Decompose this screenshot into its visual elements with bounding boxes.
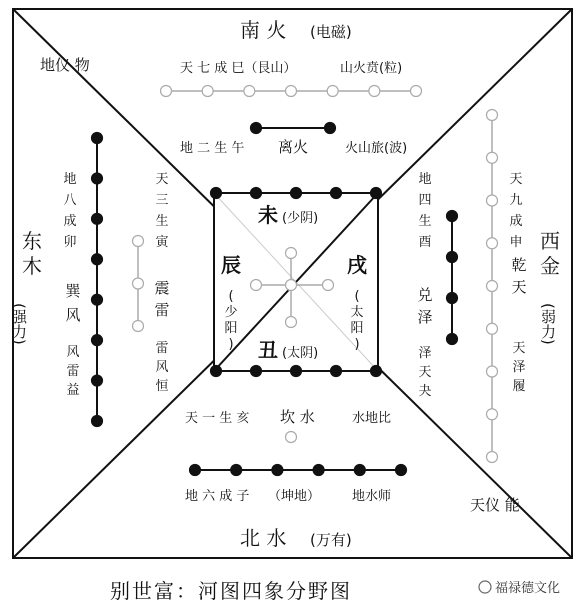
center-chen-paren-char: ) <box>228 337 234 352</box>
inner-bottom-chain-dot <box>331 366 342 377</box>
west-earth-four-char: 四 <box>418 193 432 208</box>
west-nine-chain <box>487 110 498 463</box>
center-cross-dot <box>286 280 297 291</box>
south-two-chain-dot <box>251 123 262 134</box>
west-hexagram-lv-char: 天 <box>512 341 526 356</box>
east-eight-chain-dot <box>92 133 103 144</box>
east-three-chain-dot <box>133 278 144 289</box>
east-eight-chain-dot <box>92 416 103 427</box>
west-hexagram-guai <box>418 346 431 399</box>
corner-bottom-right: 天仪 能 <box>470 496 520 514</box>
west-earth-four-char: 地 <box>418 172 432 187</box>
west-nine-chain-dot <box>487 110 498 121</box>
east-hexagram-heng-char: 风 <box>155 360 169 375</box>
east-heaven-three <box>155 172 169 250</box>
west-qian-heaven <box>511 256 526 296</box>
north-six-chain-dot <box>231 465 242 476</box>
west-nine-chain-dot <box>487 452 498 463</box>
west-nine-chain-dot <box>487 409 498 420</box>
inner-top-chain-dot <box>251 188 262 199</box>
caption: 别世富：河图四象分野图 <box>110 579 352 603</box>
west-earth-four <box>418 171 431 250</box>
north-label: 北 水 <box>240 526 287 550</box>
north-earth-six: 地 六 成 子 <box>185 489 250 504</box>
center-chen-paren-char: 少 <box>224 305 238 320</box>
east-eight-chain-dot <box>92 375 103 386</box>
center-xu-paren-char: 太 <box>350 305 364 320</box>
west-qian-heaven-char: 天 <box>511 278 527 296</box>
west-hexagram-lv-char: 履 <box>512 379 526 394</box>
west-heaven-nine <box>509 172 522 250</box>
east-eight-chain-dot <box>92 254 103 265</box>
north-one-chain <box>286 432 297 443</box>
west-dui-lake <box>417 286 432 326</box>
south-hexagram-wave: 火山旅(波) <box>345 141 408 156</box>
north-hexagram-shi: 地水师 <box>352 489 392 504</box>
south-two-chain <box>251 123 336 134</box>
west-four-chain-dot <box>447 293 458 304</box>
east-eight-chain-dot <box>92 335 103 346</box>
west-four-chain-dot <box>447 252 458 263</box>
east-label-char2: 木 <box>22 254 42 278</box>
east-earth-eight-char: 成 <box>63 214 77 229</box>
north-six-chain-dot <box>272 465 283 476</box>
center-cross-dot <box>251 280 262 291</box>
north-heaven-one: 天 一 生 亥 <box>185 411 250 426</box>
center-wei-paren: (少阴) <box>282 211 319 226</box>
south-two-chain-dot <box>325 123 336 134</box>
north-hexagram-bi: 水地比 <box>352 411 392 426</box>
center-chou: 丑 <box>258 338 278 362</box>
west-nine-chain-dot <box>487 195 498 206</box>
east-heaven-three-char: 寅 <box>155 235 169 250</box>
center-chen-paren-char: ( <box>228 289 234 304</box>
south-seven-chain-dot <box>327 86 338 97</box>
west-heaven-nine-char: 申 <box>509 235 523 250</box>
north-six-chain-dot <box>354 465 365 476</box>
east-heaven-three-char: 天 <box>155 172 169 187</box>
north-six-chain-dot <box>190 465 201 476</box>
west-nine-chain-dot <box>487 366 498 377</box>
south-seven-chain <box>161 86 422 97</box>
center-cross-dot <box>323 280 334 291</box>
east-eight-chain <box>92 133 103 427</box>
west-earth-four-char: 生 <box>418 214 432 229</box>
west-dui-lake-char: 泽 <box>417 308 433 326</box>
center-xu-paren-char: ) <box>354 337 360 352</box>
east-xun-wind <box>65 282 81 324</box>
west-paren: (弱力) <box>539 303 557 345</box>
inner-top-chain-dot <box>331 188 342 199</box>
center-chen <box>221 253 241 277</box>
south-seven-chain-dot <box>369 86 380 97</box>
west-dui-lake-char: 兑 <box>417 286 433 304</box>
west-nine-chain-dot <box>487 152 498 163</box>
west-label-char2: 金 <box>540 254 560 278</box>
east-hexagram-heng-char: 恒 <box>155 379 169 394</box>
watermark: 福禄德文化 <box>495 581 561 596</box>
center-cross-dot <box>286 248 297 259</box>
west-earth-four-char: 酉 <box>418 235 432 250</box>
north-six-chain <box>190 465 407 476</box>
west-heaven-nine-char: 天 <box>509 172 523 187</box>
east-hexagram-heng <box>155 341 168 394</box>
east-vertical-texts <box>63 171 169 398</box>
center-chou-paren: (太阴) <box>282 346 319 361</box>
center-xu-paren-char: ( <box>354 289 360 304</box>
west-hexagram-lv <box>512 341 525 394</box>
east-zhen-thunder <box>154 279 169 319</box>
east-heaven-three-char: 三 <box>155 193 169 208</box>
east-earth-eight-char: 八 <box>63 193 77 208</box>
east-eight-chain-dot <box>92 294 103 305</box>
inner-bottom-chain-dot <box>251 366 262 377</box>
east-hexagram-yi-char: 益 <box>66 383 80 398</box>
east-zhen-thunder-char: 震 <box>154 279 170 297</box>
east-eight-chain-dot <box>92 173 103 184</box>
east-label-char1: 东 <box>22 229 42 253</box>
west-hexagram-lv-char: 泽 <box>512 360 526 375</box>
south-paren: (电磁) <box>310 23 352 41</box>
south-heaven-seven: 天 七 成 巳（艮山） <box>180 61 297 76</box>
east-hexagram-yi-char: 雷 <box>66 364 80 379</box>
center-chen-char: 辰 <box>221 253 241 277</box>
east-hexagram-yi <box>66 345 79 398</box>
center-xu <box>347 253 367 277</box>
east-three-chain-dot <box>133 236 144 247</box>
west-hexagram-guai-char: 天 <box>418 365 432 380</box>
center-xu-paren-char: 阳 <box>350 321 364 336</box>
east-eight-chain-dot <box>92 213 103 224</box>
east-paren: (强力) <box>10 303 28 345</box>
west-nine-chain-dot <box>487 238 498 249</box>
west-hexagram-guai-char: 泽 <box>418 346 432 361</box>
east-three-chain <box>133 236 144 332</box>
north-six-chain-dot <box>396 465 407 476</box>
inner-top-chain-dot <box>371 188 382 199</box>
west-vertical-texts <box>417 171 526 399</box>
east-zhen-thunder-char: 雷 <box>154 301 170 319</box>
south-hexagram-top: 山火贲(粒) <box>340 61 403 76</box>
south-seven-chain-dot <box>244 86 255 97</box>
inner-top-chain-dot <box>291 188 302 199</box>
inner-bottom-chain-dot <box>291 366 302 377</box>
west-four-chain <box>447 211 458 345</box>
west-heaven-nine-char: 成 <box>509 214 523 229</box>
center-cross-dot <box>286 317 297 328</box>
north-paren: (万有) <box>310 531 352 549</box>
inner-bottom-chain-dot <box>211 366 222 377</box>
north-kan-water: 坎 水 <box>280 408 315 426</box>
center-chen-paren-char: 阳 <box>224 321 238 336</box>
west-hexagram-guai-char: 夬 <box>418 384 432 399</box>
west-four-chain-dot <box>447 211 458 222</box>
east-three-chain-dot <box>133 321 144 332</box>
inner-top-chain-dot <box>211 188 222 199</box>
east-xun-wind-char: 巽 <box>65 282 81 300</box>
west-nine-chain-dot <box>487 323 498 334</box>
inner-bottom-chain-dot <box>371 366 382 377</box>
south-label: 南 火 <box>240 18 287 42</box>
center-xu-char: 戌 <box>347 253 367 277</box>
south-earth-two: 地 二 生 午 <box>180 141 245 156</box>
south-seven-chain-dot <box>286 86 297 97</box>
north-one-chain-dot <box>286 432 297 443</box>
south-seven-chain-dot <box>202 86 213 97</box>
east-xun-wind-char: 风 <box>65 306 81 324</box>
east-heaven-three-char: 生 <box>155 214 169 229</box>
west-four-chain-dot <box>447 334 458 345</box>
south-li-fire: 离火 <box>278 138 309 156</box>
east-earth-eight <box>63 171 76 250</box>
west-nine-chain-dot <box>487 281 498 292</box>
east-hexagram-heng-char: 雷 <box>155 341 169 356</box>
north-six-chain-dot <box>313 465 324 476</box>
east-earth-eight-char: 卯 <box>63 235 77 250</box>
corner-top-left: 地仪 物 <box>40 56 90 74</box>
east-earth-eight-char: 地 <box>63 172 77 187</box>
west-heaven-nine-char: 九 <box>509 193 523 208</box>
center-wei: 未 <box>258 203 278 227</box>
east-hexagram-yi-char: 风 <box>66 345 80 360</box>
south-seven-chain-dot <box>411 86 422 97</box>
west-label-char1: 西 <box>540 229 560 253</box>
north-kun-earth: （坤地） <box>268 489 321 504</box>
south-seven-chain-dot <box>161 86 172 97</box>
watermark-logo-icon <box>479 581 491 593</box>
west-qian-heaven-char: 乾 <box>511 256 527 274</box>
